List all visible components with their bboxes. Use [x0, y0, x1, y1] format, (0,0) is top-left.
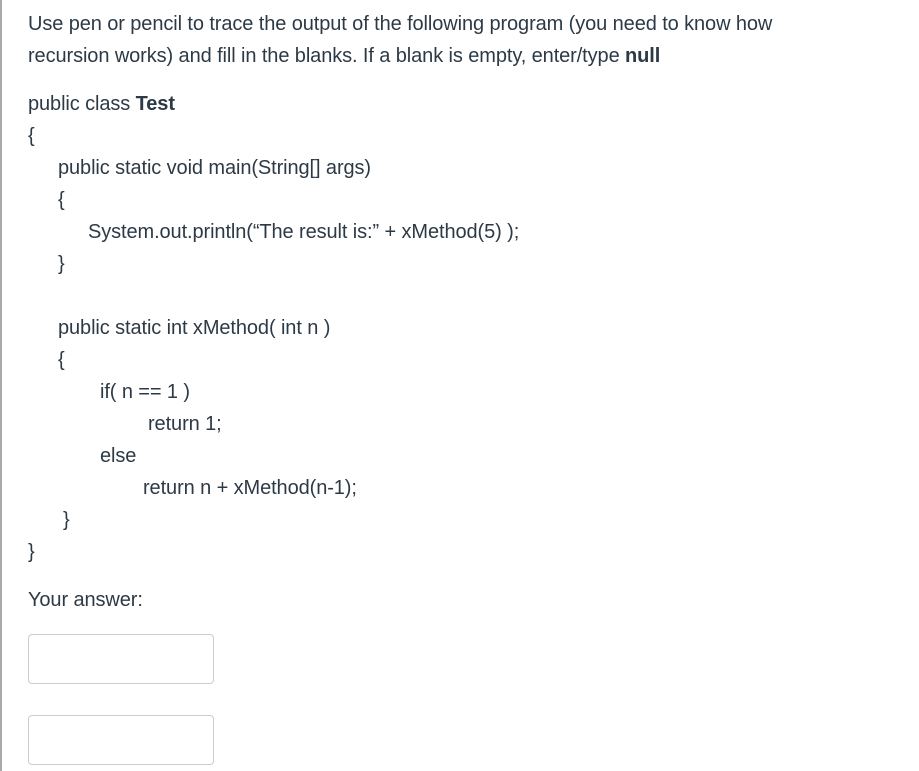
xmethod-open-brace: {: [58, 349, 65, 371]
xmethod-close-brace: }: [63, 509, 70, 531]
main-close-brace: }: [58, 253, 65, 275]
answer-input-1[interactable]: [28, 634, 214, 684]
class-open-brace: {: [28, 125, 35, 147]
class-keyword: public class: [28, 93, 136, 115]
class-declaration: [28, 92, 175, 116]
println-statement: System.out.println(“The result is:” + xMethod(5) );: [88, 221, 520, 243]
instructions-text: recursion works) and fill in the blanks. If a blank is empty, enter/type: [28, 45, 626, 67]
instructions-line-2: [28, 44, 660, 68]
return-one-statement: return 1;: [148, 413, 222, 435]
if-statement: if( n == 1 ): [100, 381, 190, 403]
answer-label: Your answer:: [28, 589, 143, 611]
class-name: Test: [135, 93, 175, 115]
answer-input-2[interactable]: [28, 715, 214, 765]
class-close-brace: }: [28, 541, 35, 563]
main-open-brace: {: [58, 189, 65, 211]
instructions-line-1: Use pen or pencil to trace the output of the following program (you need to know how: [28, 13, 773, 35]
main-signature: public static void main(String[] args): [58, 157, 371, 179]
return-recursive-statement: return n + xMethod(n-1);: [143, 477, 357, 499]
null-keyword: null: [625, 45, 661, 67]
xmethod-signature: public static int xMethod( int n ): [58, 317, 331, 339]
left-border: [0, 0, 2, 771]
else-keyword: else: [100, 445, 137, 467]
